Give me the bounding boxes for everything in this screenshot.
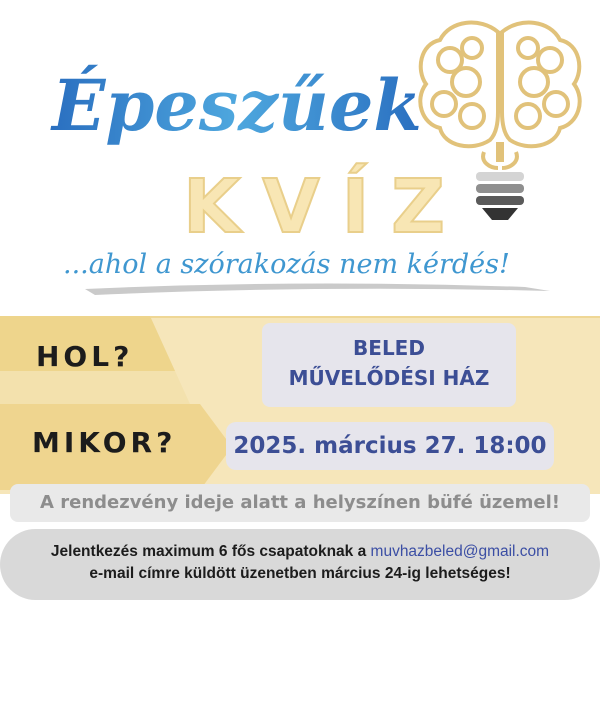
registration-info: [0, 529, 600, 600]
hol-label: HOL?: [36, 340, 134, 373]
venue-box: [262, 323, 516, 407]
mikor-label: MIKOR?: [32, 426, 177, 459]
tagline: [55, 245, 565, 305]
email-link[interactable]: muvhazbeled@gmail.com: [370, 543, 550, 560]
venue-line-2: MŰVELŐDÉSI HÁZ: [288, 366, 490, 390]
datetime-box: 2025. március 27. 18:00: [226, 422, 554, 470]
kviz-text: KVÍZ: [183, 164, 467, 250]
venue-line-1: BELED: [353, 336, 425, 360]
script-title-text: Épeszűek: [52, 64, 422, 147]
title-script: [48, 30, 422, 170]
info-line-1: [0, 541, 600, 563]
info-prefix: Jelentkezés maximum 6 fős csapatoknak a: [50, 543, 371, 560]
tagline-text: ...ahol a szórakozás nem kérdés!: [63, 249, 510, 280]
brain-lightbulb-icon: [410, 12, 590, 232]
info-line-2: e-mail címre küldött üzenetben március 24-ig lehetséges!: [89, 565, 511, 582]
brush-underline: [85, 283, 550, 295]
buffet-note: A rendezvény ideje alatt a helyszínen büfé üzemel!: [10, 484, 590, 522]
